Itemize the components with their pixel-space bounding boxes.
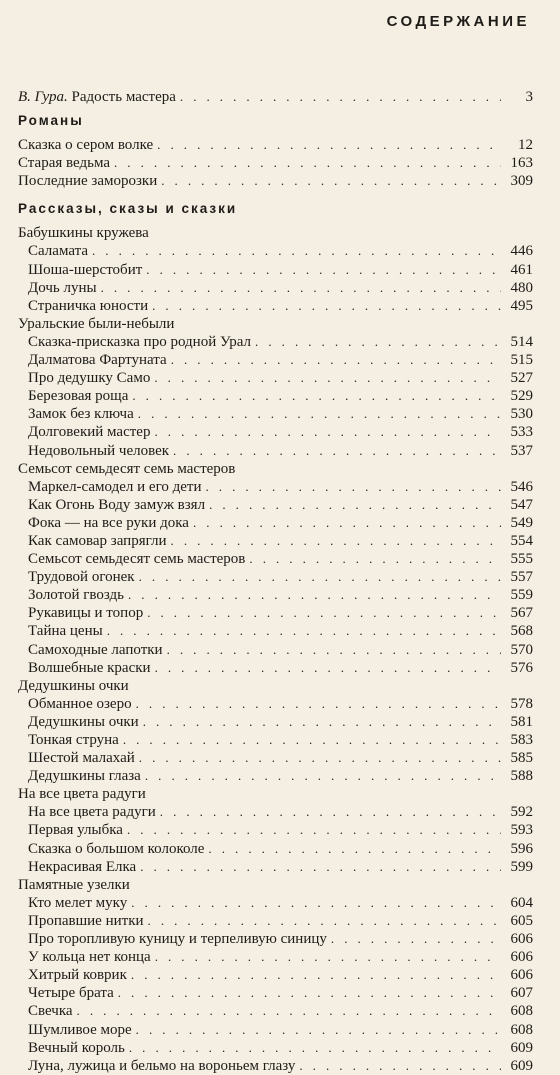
toc-entry: [18, 1002, 533, 1020]
entry-page: 585: [510, 750, 533, 767]
toc-entry: [18, 749, 533, 767]
toc-entry: [18, 478, 533, 496]
entry-title: Замок без ключа: [28, 406, 134, 423]
dot-leader: [132, 387, 501, 405]
dot-leader: [131, 894, 501, 912]
toc-entry: [18, 604, 533, 622]
entry-page: 604: [510, 894, 533, 911]
entry-page: 529: [510, 388, 533, 405]
entry-page: 515: [510, 352, 533, 369]
entry-page: 581: [510, 713, 533, 730]
entry-title: На все цвета радуги: [28, 804, 156, 821]
toc-entry: [18, 858, 533, 876]
entry-title: Семьсот семьдесят семь мастеров: [28, 551, 246, 568]
toc-entry: [18, 695, 533, 713]
entry-page: 554: [510, 532, 533, 549]
dot-leader: [123, 731, 501, 749]
entry-title: Кто мелет муку: [28, 894, 128, 911]
toc-entry: [18, 840, 533, 858]
entry-page: 578: [510, 695, 533, 712]
entry-page: 593: [510, 822, 533, 839]
dot-leader: [136, 695, 501, 713]
group-title: Семьсот семьдесят семь мастеров: [18, 460, 236, 477]
novels-list: [18, 136, 533, 190]
dot-leader: [209, 496, 501, 514]
toc-entry: [18, 242, 533, 260]
toc-entry: [18, 172, 533, 190]
toc-entry: [18, 1057, 533, 1075]
toc-entry: [18, 966, 533, 984]
entry-page: 609: [510, 1057, 533, 1074]
table-of-contents: [18, 88, 533, 1075]
toc-entry-intro: [18, 88, 533, 106]
dot-leader: [161, 172, 501, 190]
toc-entry: [18, 894, 533, 912]
toc-entry: [18, 930, 533, 948]
dot-leader: [167, 641, 501, 659]
entry-title: Волшебные краски: [28, 659, 151, 676]
dot-leader: [171, 532, 501, 550]
toc-entry: [18, 731, 533, 749]
entry-page: 606: [510, 931, 533, 948]
entry-title: Березовая роща: [28, 388, 129, 405]
dot-leader: [140, 858, 501, 876]
dot-leader: [145, 767, 501, 785]
dot-leader: [331, 930, 501, 948]
entry-title: Рукавицы и топор: [28, 605, 144, 622]
toc-entry: [18, 333, 533, 351]
entry-title: Тонкая струна: [28, 732, 119, 748]
entry-page: 549: [510, 514, 533, 531]
entry-title: Страничка юности: [28, 297, 149, 314]
toc-entry: [18, 442, 533, 460]
section-heading-stories: Рассказы, сказы и сказки: [18, 201, 238, 217]
entry-title: Последние заморозки: [18, 173, 158, 190]
group-title: Памятные узелки: [18, 876, 130, 893]
toc-group-title: [18, 460, 533, 478]
dot-leader: [154, 369, 501, 387]
dot-leader: [147, 604, 501, 622]
dot-leader: [138, 405, 501, 423]
dot-leader: [77, 1002, 501, 1020]
dot-leader: [154, 423, 501, 441]
intro-author: В. Гура.: [18, 89, 68, 105]
toc-entry: [18, 1021, 533, 1039]
entry-page: 547: [510, 496, 533, 513]
entry-title: Дедушкины глаза: [28, 768, 141, 785]
toc-entry: [18, 568, 533, 586]
dot-leader: [146, 261, 501, 279]
entry-page: 495: [510, 297, 533, 314]
entry-title: Фока — на все руки дока: [28, 514, 189, 531]
group-title: Бабушкины кружева: [18, 225, 149, 242]
toc-entry: [18, 279, 533, 297]
entry-page: 480: [510, 279, 533, 296]
intro-title: Радость мастера: [71, 89, 176, 105]
entry-page: 609: [510, 1039, 533, 1056]
dot-leader: [155, 948, 501, 966]
entry-page: 570: [510, 641, 533, 658]
stories-list: [18, 224, 533, 1074]
entry-title: Дочь луны: [28, 279, 97, 296]
entry-page: 514: [510, 333, 533, 350]
dot-leader: [152, 297, 501, 315]
dot-leader: [173, 442, 501, 460]
entry-title: Сказка о сером волке: [18, 137, 154, 154]
entry-page: 537: [510, 442, 533, 459]
entry-title: Шоша-шерстобит: [28, 261, 143, 278]
dot-leader: [131, 966, 501, 984]
entry-title: Луна, лужица и бельмо на вороньем глазу: [28, 1057, 296, 1074]
entry-title: Трудовой огонек: [28, 569, 135, 586]
entry-page: 546: [510, 478, 533, 495]
dot-leader: [299, 1057, 501, 1075]
entry-title: Золотой гвоздь: [28, 587, 124, 604]
entry-title: Некрасивая Елка: [28, 858, 137, 875]
entry-page: 446: [510, 243, 533, 260]
entry-page: 576: [510, 659, 533, 676]
entry-title: Саламата: [28, 243, 88, 260]
entry-title: Сказка о большом колоколе: [28, 840, 205, 857]
dot-leader: [127, 821, 501, 839]
entry-title: Дедушкины очки: [28, 713, 139, 730]
dot-leader: [92, 242, 501, 260]
dot-leader: [255, 333, 501, 351]
toc-entry: [18, 912, 533, 930]
entry-page: 608: [510, 1021, 533, 1038]
toc-entry: [18, 984, 533, 1002]
toc-entry: [18, 659, 533, 677]
toc-entry: [18, 550, 533, 568]
toc-group-title: [18, 315, 533, 333]
group-title: На все цвета радуги: [18, 786, 146, 803]
toc-entry: [18, 514, 533, 532]
dot-leader: [208, 840, 501, 858]
entry-title: Про торопливую куницу и терпеливую синицу: [28, 931, 327, 948]
entry-page: 557: [510, 569, 533, 586]
dot-leader: [114, 154, 501, 172]
toc-entry: [18, 387, 533, 405]
toc-entry: [18, 496, 533, 514]
toc-entry: [18, 948, 533, 966]
dot-leader: [155, 659, 501, 677]
toc-entry: [18, 821, 533, 839]
toc-entry: [18, 351, 533, 369]
toc-entry: [18, 586, 533, 604]
toc-entry: [18, 405, 533, 423]
entry-title: Вечный король: [28, 1039, 125, 1056]
dot-leader: [160, 803, 501, 821]
entry-title: Самоходные лапотки: [28, 641, 163, 658]
toc-entry: [18, 803, 533, 821]
group-title: Уральские были-небыли: [18, 315, 175, 332]
entry-title: Пропавшие нитки: [28, 912, 144, 929]
toc-entry: [18, 369, 533, 387]
toc-entry: [18, 154, 533, 172]
entry-page: 559: [510, 587, 533, 604]
toc-entry: [18, 136, 533, 154]
entry-page: 592: [510, 804, 533, 821]
entry-page: 588: [510, 768, 533, 785]
entry-title: Обманное озеро: [28, 695, 132, 712]
entry-title: Первая улыбка: [28, 822, 123, 839]
entry-title: Четыре брата: [28, 985, 114, 1002]
dot-leader: [139, 749, 501, 767]
entry-title: Свечка: [28, 1003, 73, 1020]
dot-leader: [101, 279, 501, 297]
dot-leader: [249, 550, 501, 568]
entry-title: Тайна цены: [28, 623, 103, 640]
dot-leader: [205, 478, 501, 496]
dot-leader: [118, 984, 501, 1002]
toc-entry: [18, 713, 533, 731]
toc-entry: [18, 423, 533, 441]
entry-title: Про дедушку Само: [28, 370, 151, 387]
entry-title: Далматова Фартуната: [28, 352, 167, 369]
entry-title: У кольца нет конца: [28, 949, 151, 966]
page-title: СОДЕРЖАНИЕ: [386, 13, 530, 30]
entry-page: 533: [510, 424, 533, 441]
dot-leader: [107, 622, 501, 640]
dot-leader: [157, 136, 501, 154]
dot-leader: [129, 1039, 501, 1057]
dot-leader: [143, 713, 501, 731]
entry-page: 606: [510, 949, 533, 966]
dot-leader: [136, 1021, 501, 1039]
dot-leader: [180, 88, 501, 106]
entry-title: Хитрый коврик: [28, 967, 127, 984]
toc-entry: [18, 261, 533, 279]
toc-entry: [18, 532, 533, 550]
group-title: Дедушкины очки: [18, 677, 129, 694]
entry-title: Долговекий мастер: [28, 424, 151, 441]
toc-group-title: [18, 876, 533, 894]
section-heading-novels: Романы: [18, 113, 84, 129]
entry-title: Как самовар запрягли: [28, 532, 167, 549]
entry-page: 555: [510, 551, 533, 568]
dot-leader: [171, 351, 501, 369]
dot-leader: [139, 568, 501, 586]
entry-title: Шестой малахай: [28, 750, 135, 767]
entry-page: 583: [510, 732, 533, 748]
entry-page: 309: [510, 173, 533, 190]
toc-group-title: [18, 785, 533, 803]
entry-title: Сказка-присказка про родной Урал: [28, 333, 252, 350]
toc-entry: [18, 297, 533, 315]
entry-title: Недовольный человек: [28, 442, 170, 459]
entry-page: 606: [510, 967, 533, 984]
entry-page: 608: [510, 1003, 533, 1020]
toc-group-title: [18, 224, 533, 242]
entry-page: 12: [518, 137, 533, 154]
entry-page: 527: [510, 370, 533, 387]
toc-entry: [18, 767, 533, 785]
toc-entry: [18, 1039, 533, 1057]
dot-leader: [148, 912, 501, 930]
entry-page: 596: [510, 840, 533, 857]
intro-page: 3: [525, 89, 533, 105]
toc-entry: [18, 622, 533, 640]
toc-entry: [18, 641, 533, 659]
entry-page: 607: [510, 985, 533, 1002]
entry-title: Шумливое море: [28, 1021, 132, 1038]
dot-leader: [193, 514, 501, 532]
entry-title: Старая ведьма: [18, 155, 110, 172]
dot-leader: [128, 586, 501, 604]
entry-title: Маркел-самодел и его дети: [28, 478, 202, 495]
entry-page: 605: [510, 912, 533, 929]
entry-title: Как Огонь Воду замуж взял: [28, 496, 206, 513]
entry-page: 567: [510, 605, 533, 622]
toc-group-title: [18, 677, 533, 695]
entry-page: 530: [510, 406, 533, 423]
entry-page: 163: [510, 155, 533, 172]
entry-page: 461: [510, 261, 533, 278]
entry-page: 599: [510, 858, 533, 875]
entry-page: 568: [510, 623, 533, 640]
